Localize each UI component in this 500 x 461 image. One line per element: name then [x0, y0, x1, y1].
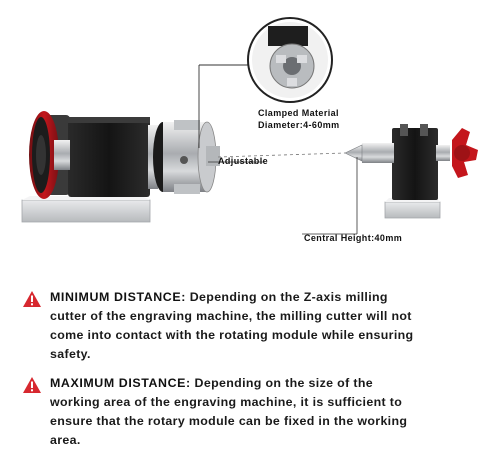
tailstock-red-knob: [452, 128, 478, 178]
adjustable-label: Adjustable: [218, 156, 269, 166]
left-base-plate: [22, 196, 150, 222]
warning-triangle-icon: [23, 291, 41, 307]
minimum-distance-line4: safety.: [50, 347, 91, 361]
minimum-distance-line1-rest: Depending on the Z-axis milling: [185, 290, 388, 304]
maximum-distance-line1: [50, 374, 486, 393]
maximum-distance-text: [50, 374, 486, 450]
right-base-plate: [385, 198, 440, 218]
clamped-material-line2: Diameter:4-60mm: [258, 120, 340, 130]
three-jaw-chuck: [148, 120, 220, 194]
central-height-label: Central Height:40mm: [304, 233, 403, 243]
tailstock: [345, 124, 478, 200]
minimum-distance-title: MINIMUM DISTANCE:: [50, 290, 186, 304]
warning-triangle-icon: [23, 377, 41, 393]
clamped-material-label: [258, 107, 340, 131]
maximum-distance-note: [18, 374, 488, 452]
maximum-distance-line1-rest: Depending on the size of the: [190, 376, 373, 390]
minimum-distance-line2: cutter of the engraving machine, the milling cutter will not: [50, 309, 412, 323]
minimum-distance-line1: [50, 288, 486, 307]
maximum-distance-line3: ensure that the rotary module can be fixed in the working: [50, 414, 408, 428]
maximum-distance-line2: working area of the engraving machine, it is sufficient to: [50, 395, 403, 409]
maximum-distance-title: MAXIMUM DISTANCE:: [50, 376, 191, 390]
motor-housing: [54, 117, 150, 197]
clamped-material-line1: Clamped Material: [258, 108, 339, 118]
minimum-distance-text: [50, 288, 486, 364]
minimum-distance-line3: come into contact with the rotating module while ensuring: [50, 328, 414, 342]
minimum-distance-note: [18, 288, 488, 366]
maximum-distance-line4: area.: [50, 433, 81, 447]
